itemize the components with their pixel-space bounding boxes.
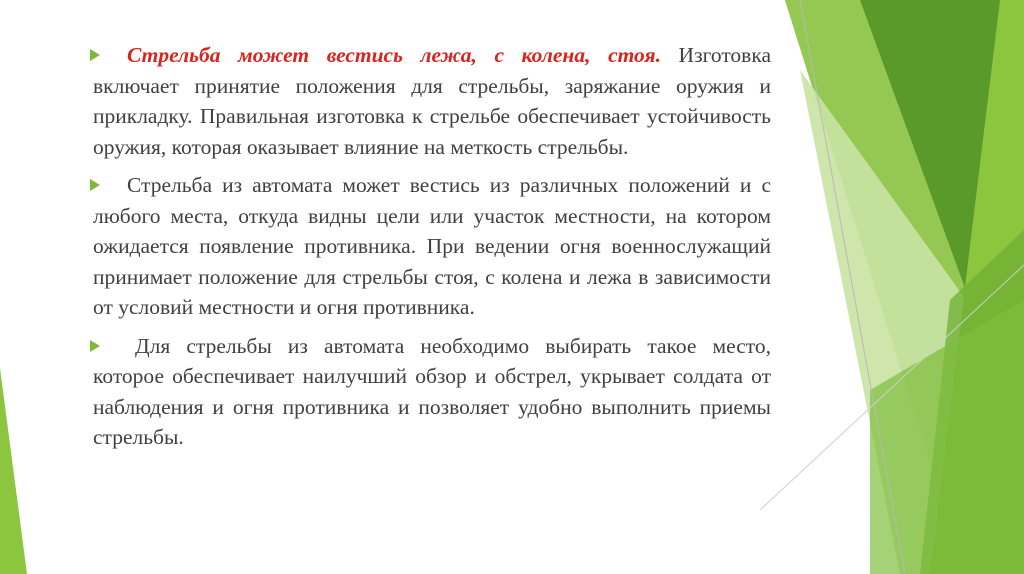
paragraph-2 (93, 170, 771, 323)
paragraph-3 (93, 331, 771, 453)
bullet-arrow-icon (90, 49, 100, 61)
paragraph-text: Стрельба из автомата может вестись из различных положений и с любого места, откуда видны цели или участок местности, на котором ожидается появление противника. При ведении огня военнослужащий принимает положение для стрельбы стоя, с колена и лежа в зависимости от условий местности и огня противника. (93, 173, 771, 319)
paragraph-1 (93, 40, 771, 162)
paragraph-text: Для стрельбы из автомата необходимо выбирать такое место, которое обеспечивает наилучший обзор и обстрел, укрывает солдата от наблюдения и огня противника и позволяет удобно выполнить приемы стрельбы. (93, 333, 771, 449)
text-body (93, 40, 771, 461)
paragraph-text: Изготовка включает принятие положения для стрельбы, заряжание оружия и прикладку. Правильная изготовка к стрельбе обеспечивает устойчивость оружия, которая оказывает влияние на меткость стрельбы. (93, 43, 771, 159)
bullet-arrow-icon (90, 340, 100, 352)
left-green-strip (0, 368, 27, 574)
bullet-arrow-icon (90, 179, 100, 191)
paragraph-lead: Стрельба может вестись лежа, с колена, стоя. (127, 43, 661, 67)
